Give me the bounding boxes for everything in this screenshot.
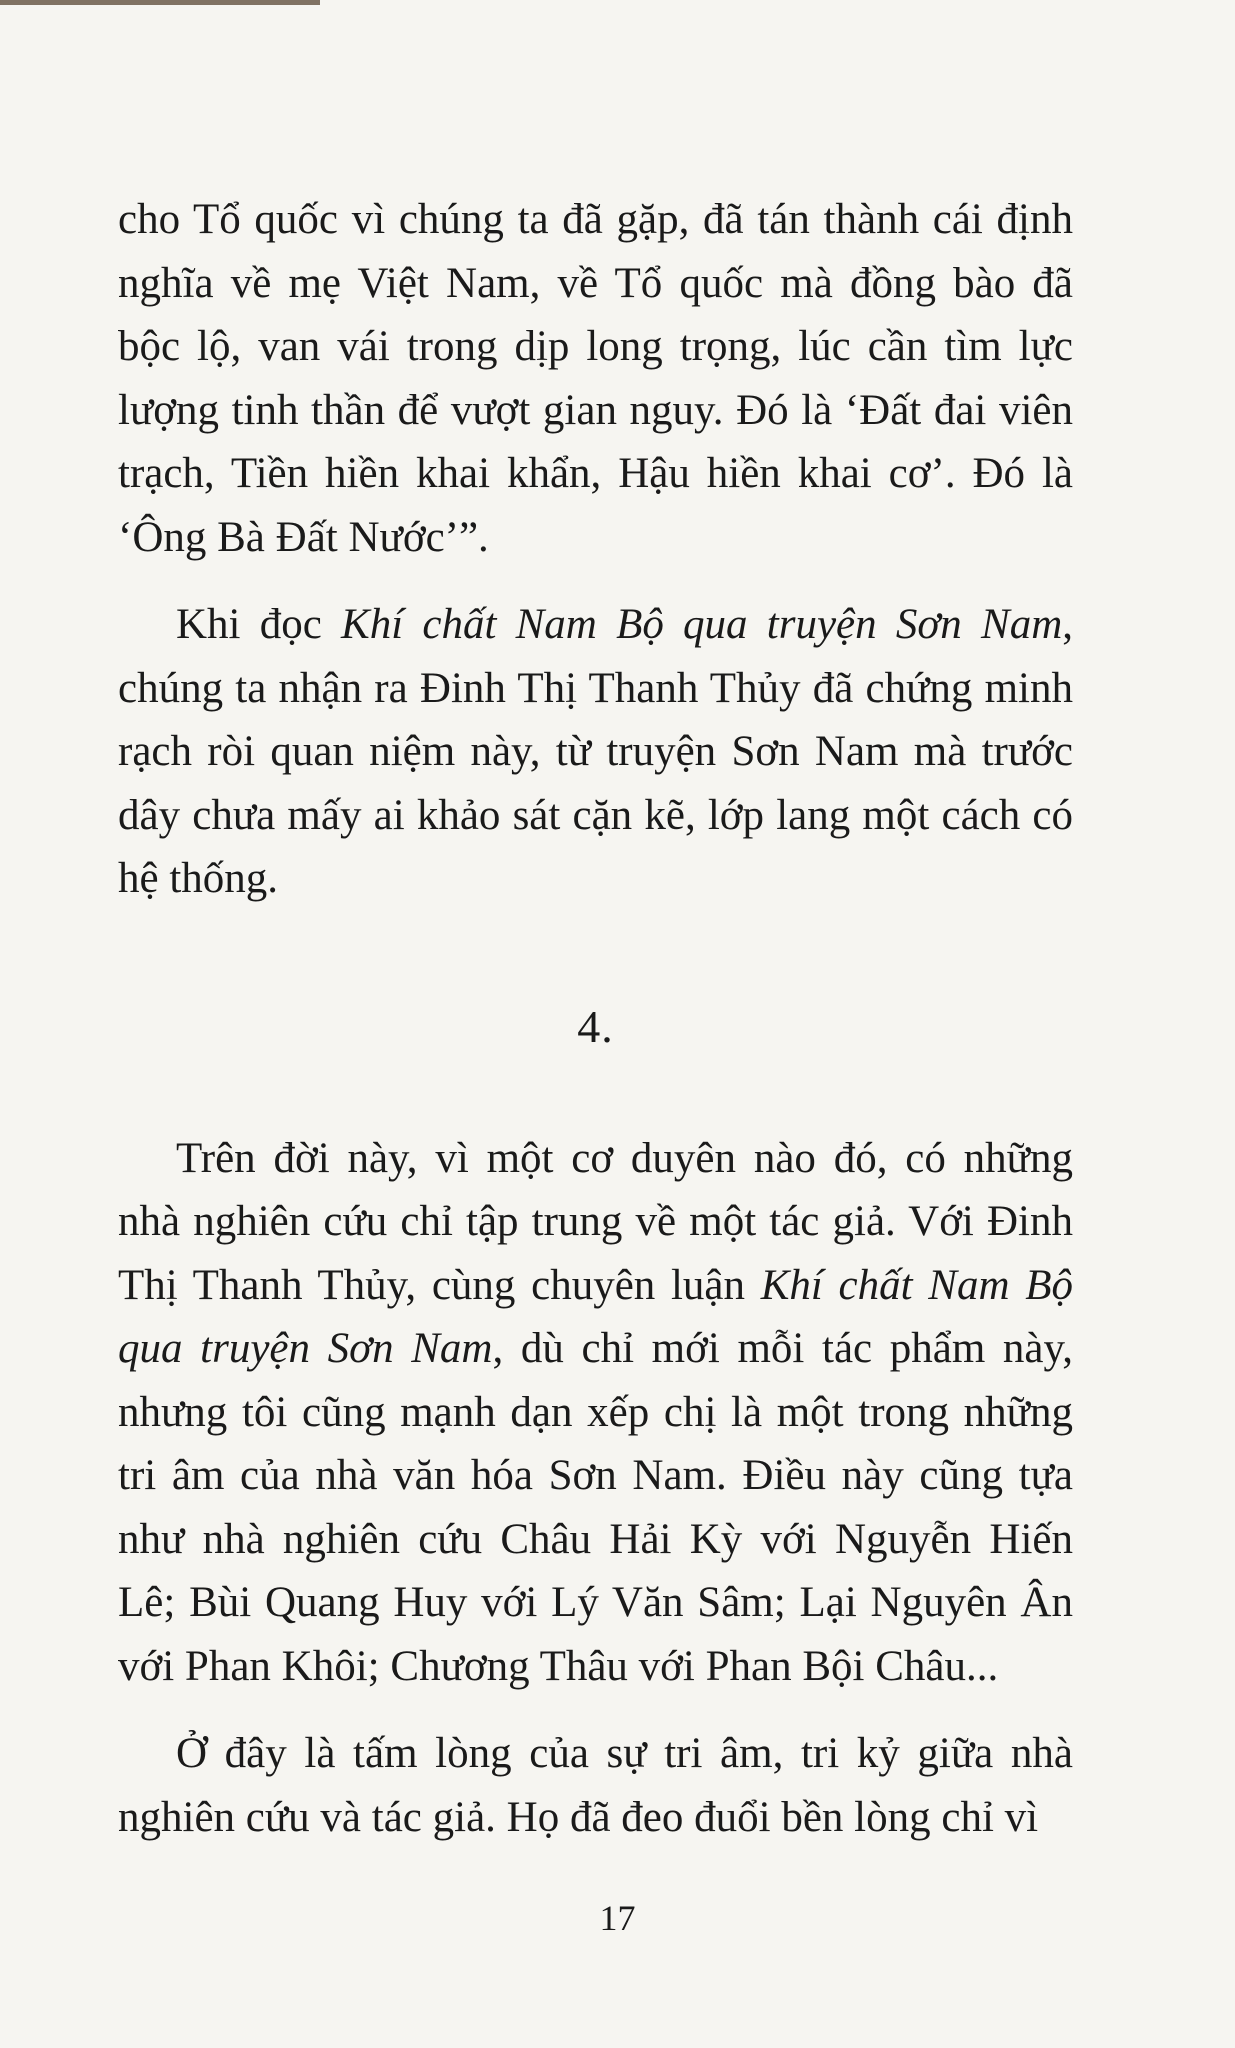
text-run: cho Tổ quốc vì chúng ta đã gặp, đã tán thành cái định nghĩa về mẹ Việt Nam, về Tổ quốc mà đồng bào đã bộc lộ, van vái trong dịp long trọng, lúc cần tìm lực lượng tinh thần để vượt gian nguy. Đó là ‘Đất đai viên trạch, Tiền hiền khai khẩn, Hậu hiền khai cơ’. Đó là ‘Ông Bà Đất Nước’”. — [118, 196, 1073, 561]
page-body — [118, 188, 1073, 1849]
page-number: 17 — [599, 1898, 636, 1938]
text-run: Khi đọc — [176, 601, 342, 648]
text-run: , dù chỉ mới mỗi tác phẩm này, nhưng tôi cũng mạnh dạn xếp chị là một trong những tri âm của nhà văn hóa Sơn Nam. Điều này cũng tựa như nhà nghiên cứu Châu Hải Kỳ với Nguyễn Hiến Lê; Bùi Quang Huy với Lý Văn Sâm; Lại Nguyên Ân với Phan Khôi; Chương Thâu với Phan Bội Châu... — [118, 1325, 1073, 1690]
text-run: , chúng ta nhận ra Đinh Thị Thanh Thủy đã chứng minh rạch ròi quan niệm này, từ truyện Sơn Nam mà trước dây chưa mấy ai khảo sát cặn kẽ, lớp lang một cách có hệ thống. — [118, 601, 1073, 902]
section-number: 4. — [577, 1000, 614, 1052]
paragraph-khi-doc — [118, 593, 1073, 911]
book-title-italic: Khí chất Nam Bộ qua truyện Sơn Nam — [118, 1261, 1073, 1372]
paragraph-o-day — [118, 1722, 1073, 1849]
paragraph-tren-doi — [118, 1127, 1073, 1699]
book-title-italic: Khí chất Nam Bộ qua truyện Sơn Nam — [341, 601, 1063, 648]
text-run: Trên đời này, vì một cơ duyên nào đó, có những nhà nghiên cứu chỉ tập trung về một tác giả. Với Đinh Thị Thanh Thủy, cùng chuyên luận — [118, 1134, 1073, 1309]
text-run: Ở đây là tấm lòng của sự tri âm, tri kỷ giữa nhà nghiên cứu và tác giả. Họ đã đeo đuổi bền lòng chỉ vì — [118, 1730, 1073, 1841]
paragraph-continuation — [118, 188, 1073, 569]
page-edge-shadow — [0, 0, 320, 5]
